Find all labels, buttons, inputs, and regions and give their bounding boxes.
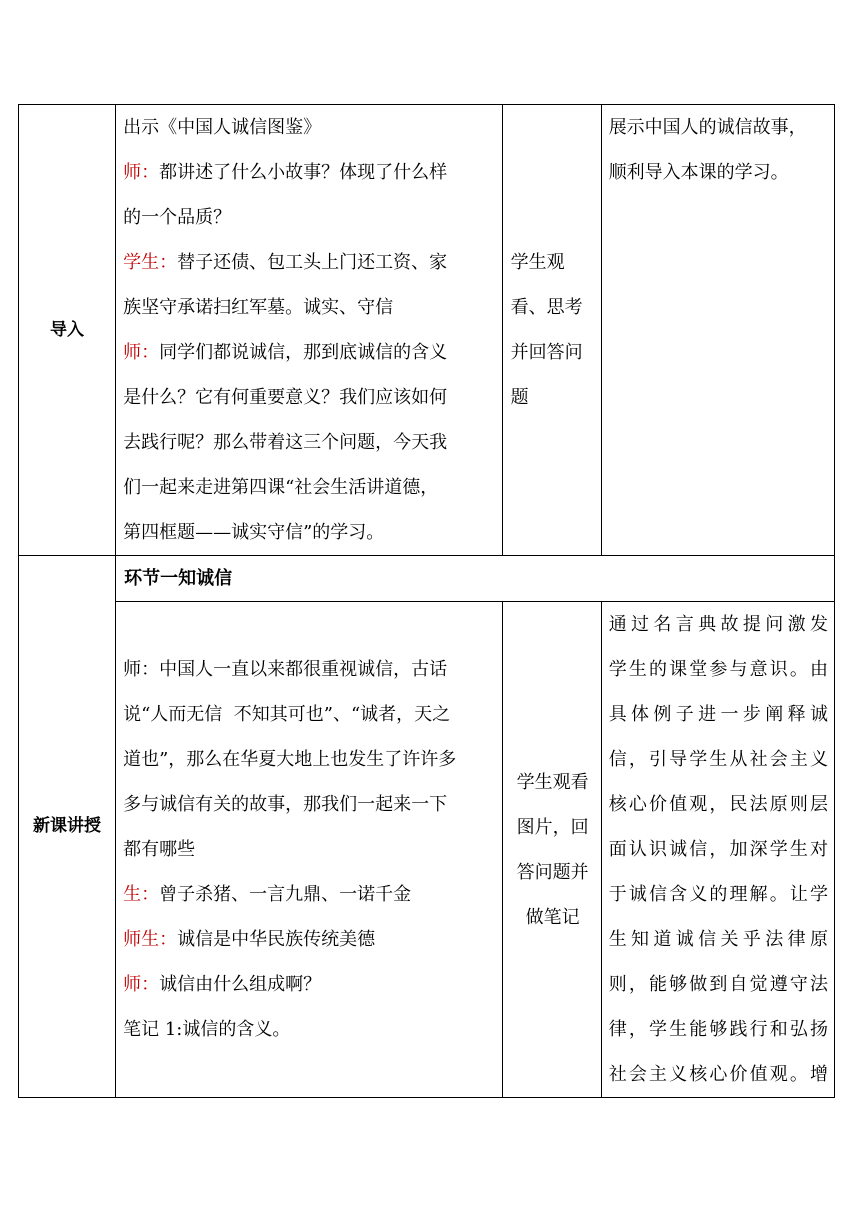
lesson-subheading-row (19, 556, 835, 602)
lesson-activities (116, 602, 502, 1098)
lesson-student-activity: 学生观看 图片，回 答问题并 做笔记 (502, 602, 601, 1098)
intro-line: 去践行呢？那么带着这三个问题，今天我 (123, 432, 448, 453)
lesson-design-intent: 通过名言典故提问激发 学生的课堂参与意识。由 具体例子进一步阐释诚 信，引导学生从社会主义 核心价值观，民法原则层 面认识诚信，加深学生对 于诚信含义的理解。让学 生知道诚信关乎法律原 则，能够做到自觉遵守法 律，学生能够践行和弘扬 社会主义核心价值观。增 (601, 602, 834, 1098)
intro-line: 的一个品质？ (123, 207, 232, 228)
lesson-line: 都有哪些 (123, 839, 196, 860)
lesson-row (19, 602, 835, 1098)
lesson-plan-table (18, 104, 835, 1098)
intro-line: 出示《中国人诚信图鉴》 (123, 117, 322, 138)
lesson-line: 多与诚信有关的故事，那我们一起来一下 (123, 794, 448, 815)
lesson-line (123, 602, 495, 647)
section-label-lesson: 新课讲授 (19, 556, 116, 1098)
intro-line: 师：都讲述了什么小故事？体现了什么样 (123, 162, 448, 183)
lesson-line: 生：曾子杀猪、一言九鼎、一诺千金 (123, 884, 412, 905)
section-label-intro: 导入 (19, 105, 116, 556)
lesson-line: 说“人而无信 不知其可也”、“诚者，天之 (123, 704, 451, 725)
intro-student-activity: 学生观 看、思考 并回答问 题 (502, 105, 601, 556)
intro-activities (116, 105, 502, 556)
intro-line: 师：同学们都说诚信，那到底诚信的含义 (123, 342, 448, 363)
intro-design-intent: 展示中国人的诚信故事， 顺利导入本课的学习。 (601, 105, 834, 556)
intro-line: 第四框题——诚实守信”的学习。 (123, 522, 385, 543)
lesson-line: 师生：诚信是中华民族传统美德 (123, 929, 376, 950)
lesson-line: 师：诚信由什么组成啊？ (123, 974, 322, 995)
lesson-line: 道也”，那么在华夏大地上也发生了许许多 (123, 749, 457, 770)
lesson-line: 师：中国人一直以来都很重视诚信，古话 (123, 659, 448, 680)
intro-line: 们一起来走进第四课“社会生活讲道德， (123, 477, 439, 498)
lesson-line: 笔记 1:诚信的含义。 (123, 1019, 291, 1040)
intro-line: 是什么？它有何重要意义？我们应该如何 (123, 387, 448, 408)
intro-row (19, 105, 835, 556)
segment-heading: 环节一知诚信 (116, 556, 835, 602)
intro-line: 学生：替子还债、包工头上门还工资、家 (123, 252, 448, 273)
intro-line: 族坚守承诺扫红军墓。诚实、守信 (123, 297, 394, 318)
